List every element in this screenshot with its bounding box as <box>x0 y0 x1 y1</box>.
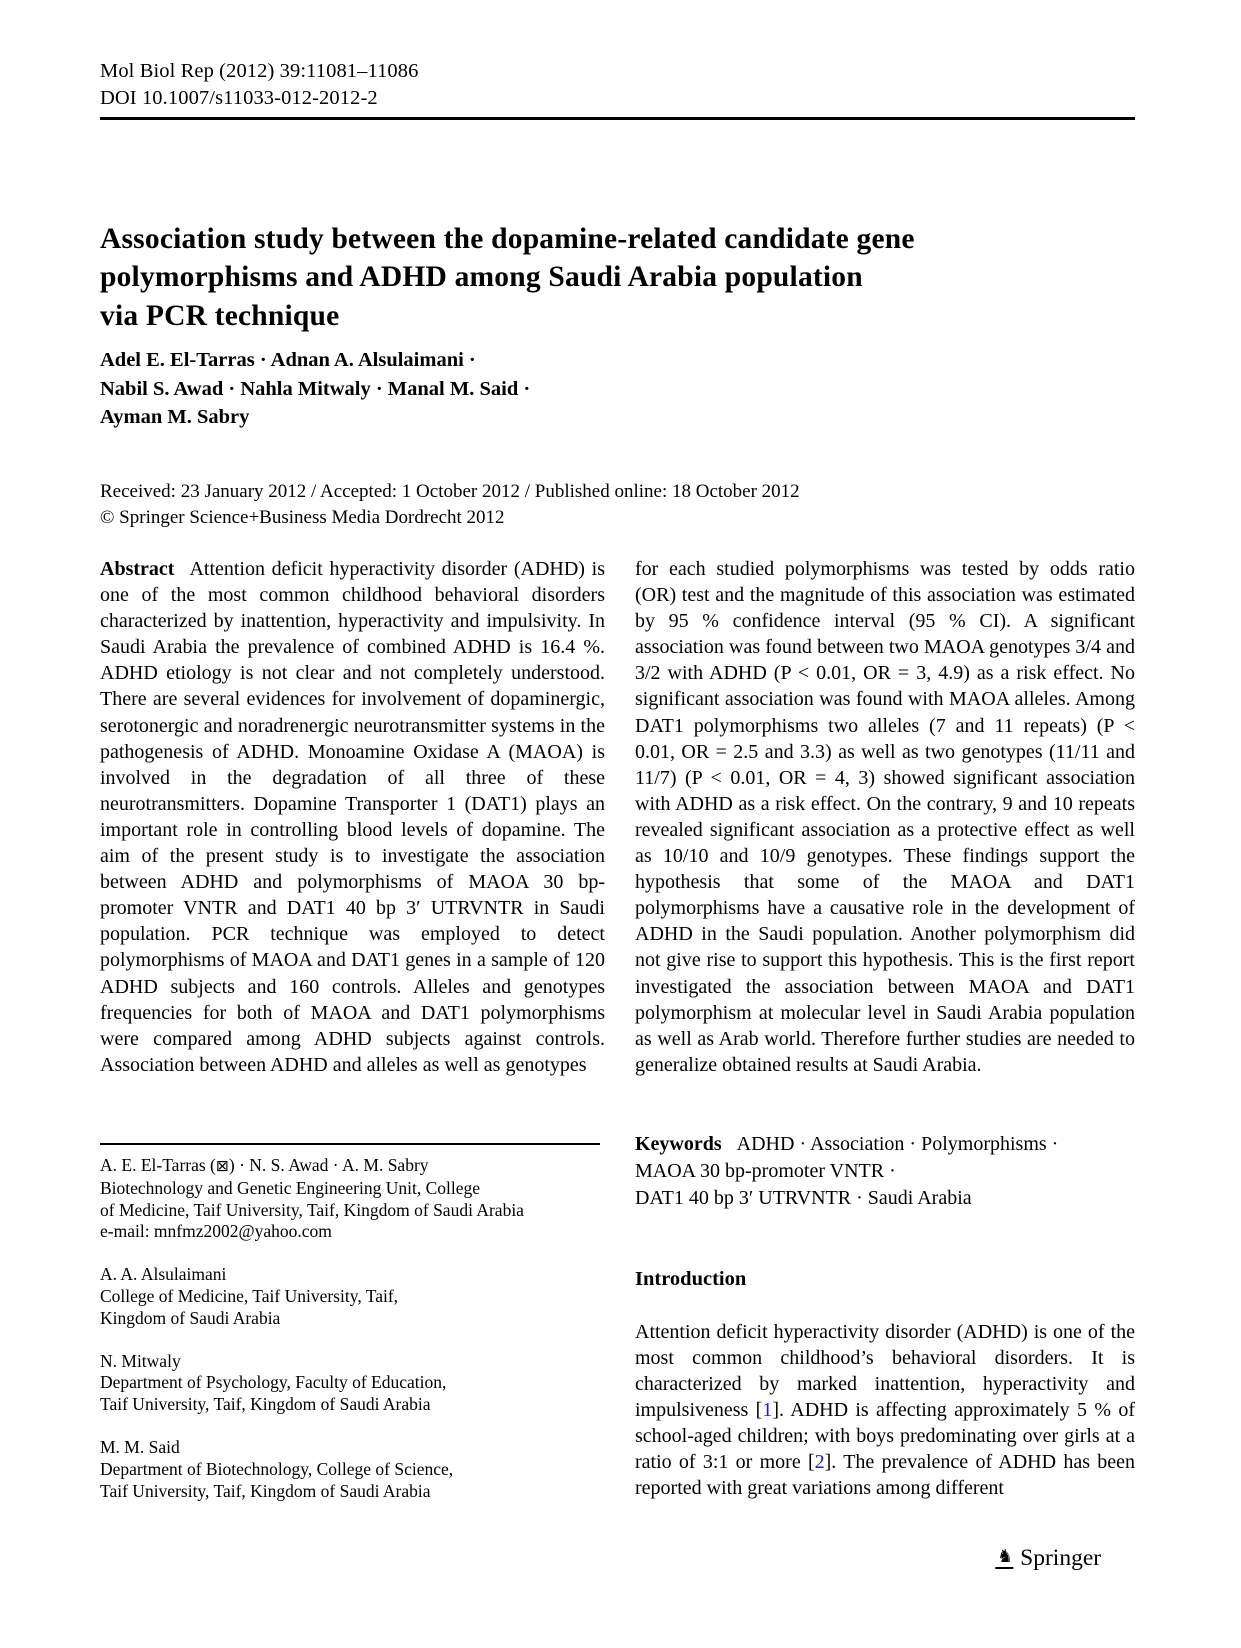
affiliation-line: Department of Biotechnology, College of Science, <box>100 1458 454 1479</box>
affiliation-author: A. A. Alsulaimani <box>100 1264 227 1285</box>
introduction-paragraph <box>635 1319 1135 1502</box>
correspondence-text: ) · N. S. Awad · A. M. Sabry <box>228 1155 429 1175</box>
abstract-text-col1: Attention deficit hyperactivity disorder (ADHD) is one of the most common childhood behavioral disorders characterized by inattention, hyperactivity and impulsivity. In Saudi Arabia the prevalence of combined ADHD is 16.4 %. ADHD etiology is not clear and not completely understood. There are several evidences for involvement of dopaminergic, serotonergic and noradrenergic neurotransmitter systems in the pathogenesis of ADHD. Monoamine Oxidase A (MAOA) is involved in the degradation of all three of these neurotransmitters. Dopamine Transporter 1 (DAT1) plays an important role in controlling blood levels of dopamine. The aim of the present study is to investigate the association between ADHD and polymorphisms of MAOA 30 bp-promoter VNTR and DAT1 40 bp 3′ UTRVNTR in Saudi population. PCR technique was employed to detect polymorphisms of MAOA and DAT1 genes in a sample of 120 ADHD subjects and 160 controls. Alleles and genotypes frequencies for both of MAOA and DAT1 polymorphisms were compared among ADHD subjects against controls. Association between ADHD and alleles as well as genotypes <box>100 558 605 1076</box>
abstract-paragraph-1 <box>100 556 605 1078</box>
publication-dates <box>100 479 800 530</box>
paper-title-line: via PCR technique <box>100 299 340 332</box>
publisher-name: Springer <box>1020 1545 1102 1571</box>
abstract-text-col2: for each studied polymorphisms was tested by odds ratio (OR) test and the magnitude of this association was estimated by 95 % confidence interval (95 % CI). A significant association was found between two MAOA genotypes 3/4 and 3/2 with ADHD (P < 0.01, OR = 3, 4.9) as a risk effect. No significant association was found with MAOA alleles. Among DAT1 polymorphisms two alleles (7 and 11 repeats) (P < 0.01, OR = 2.5 and 3.3) as well as two genotypes (11/11 and 11/7) (P < 0.01, OR = 4, 3) showed significant association with ADHD as a risk effect. On the contrary, 9 and 10 repeats revealed significant association as a protective effect as well as 10/10 and 10/9 genotypes. These findings support the hypothesis that some of the MAOA and DAT1 polymorphisms have a causative role in the development of ADHD in the Saudi population. Another polymorphism did not give rise to support this hypothesis. This is the first report investigated the association between MAOA and DAT1 polymorphism at molecular level in Saudi Arabia population as well as Arab world. Therefore further studies are needed to generalize obtained results at Saudi Arabia. <box>635 558 1135 1076</box>
introduction-text: ]. The prevalence of ADHD has been reported with great variations among different <box>635 1451 1135 1500</box>
affiliation-author: N. Mitwaly <box>100 1350 181 1371</box>
affiliation-note <box>100 1437 605 1502</box>
footnote-divider <box>100 1143 600 1145</box>
abstract-paragraph-2 <box>635 556 1135 1078</box>
affiliation-line: Taif University, Taif, Kingdom of Saudi Arabia <box>100 1394 431 1415</box>
affiliation-note <box>100 1351 605 1416</box>
keywords-text: ADHD · Association · Polymorphisms · <box>736 1132 1059 1155</box>
affiliation-line: of Medicine, Taif University, Taif, Kingdom of Saudi Arabia <box>100 1199 524 1220</box>
keywords-label: Keywords <box>635 1132 722 1155</box>
affiliation-line: Taif University, Taif, Kingdom of Saudi Arabia <box>100 1480 431 1501</box>
citation-link-2[interactable]: 2 <box>814 1451 825 1474</box>
header-divider <box>100 117 1135 120</box>
keywords-line: DAT1 40 bp 3′ UTRVNTR · Saudi Arabia <box>635 1186 972 1209</box>
author-list <box>100 346 530 432</box>
keywords-line: MAOA 30 bp-promoter VNTR · <box>635 1159 896 1182</box>
affiliation-line: Department of Psychology, Faculty of Education, <box>100 1372 447 1393</box>
paper-title-line: polymorphisms and ADHD among Saudi Arabia population <box>100 261 863 294</box>
journal-citation: Mol Biol Rep (2012) 39:11081–11086 <box>100 60 419 82</box>
envelope-icon: ⊠ <box>215 1157 229 1175</box>
correspondence-text: A. E. El-Tarras ( <box>100 1155 216 1175</box>
affiliation-line: College of Medicine, Taif University, Taif, <box>100 1285 399 1306</box>
doi: DOI 10.1007/s11033-012-2012-2 <box>100 87 378 109</box>
received-accepted-line: Received: 23 January 2012 / Accepted: 1 October 2012 / Published online: 18 October 2012 <box>100 481 800 502</box>
right-column <box>635 556 1135 1502</box>
author-line: Ayman M. Sabry <box>100 406 250 428</box>
introduction-text: Attention deficit hyperactivity disorder (ADHD) is one of the most common childhood’s behavioral disorders. It is characterized by marked inattention, hyperactivity and impulsiveness [ <box>635 1320 1135 1422</box>
correspondence-note <box>100 1155 605 1243</box>
paper-title-line: Association study between the dopamine-related candidate gene <box>100 222 915 255</box>
footnote-section <box>100 1143 605 1523</box>
correspondence-authors-line <box>100 1155 605 1178</box>
keywords-block <box>635 1131 1135 1212</box>
springer-logo <box>996 1545 1101 1572</box>
journal-header <box>100 58 419 112</box>
author-line: Adel E. El-Tarras · Adnan A. Alsulaimani · <box>100 349 476 371</box>
paper-title <box>100 220 1080 336</box>
affiliation-line: Biotechnology and Genetic Engineering Unit, College <box>100 1177 481 1198</box>
introduction-heading: Introduction <box>635 1267 747 1290</box>
introduction-text: ]. ADHD is affecting approximately 5 % of school-aged children; with boys predominating over girls at a ratio of 3:1 or more [ <box>635 1399 1135 1474</box>
keywords-line <box>635 1131 1135 1158</box>
affiliation-note <box>100 1264 605 1329</box>
knight-chess-icon: ♞ <box>996 1546 1015 1567</box>
abstract-label: Abstract <box>100 558 175 580</box>
affiliation-author: M. M. Said <box>100 1436 180 1457</box>
citation-link-1[interactable]: 1 <box>762 1399 773 1422</box>
email-address: e-mail: mnfmz2002@yahoo.com <box>100 1221 332 1242</box>
author-line: Nabil S. Awad · Nahla Mitwaly · Manal M. Said · <box>100 377 531 400</box>
affiliation-line: Kingdom of Saudi Arabia <box>100 1307 281 1328</box>
copyright-line: © Springer Science+Business Media Dordrecht 2012 <box>100 506 505 528</box>
